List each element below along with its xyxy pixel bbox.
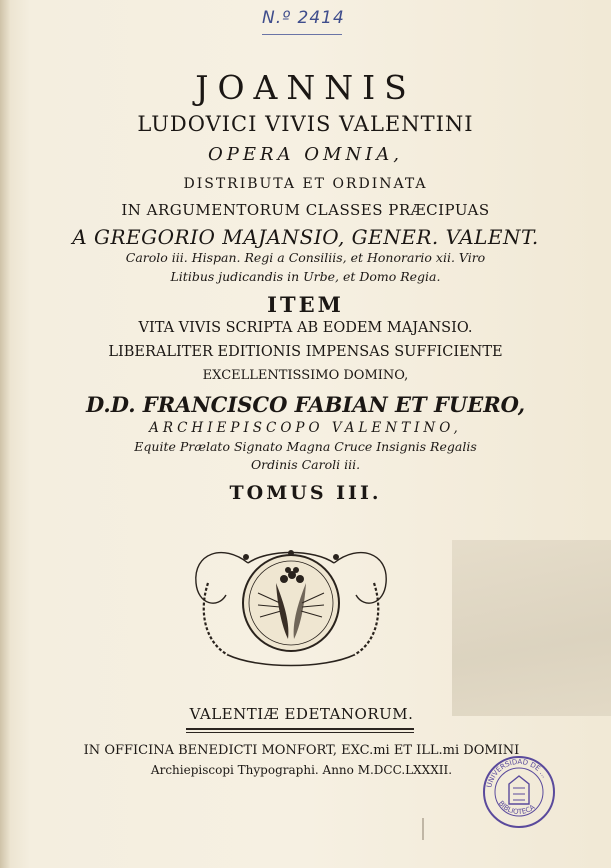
imprint-year: Archiepiscopi Thypographi. Anno M.DCC.LXXXII.	[150, 763, 453, 777]
cornucopia-vignette	[188, 543, 394, 667]
volume-number: TOMUS III.	[229, 482, 382, 504]
shelfmark-note: N.º 2414	[262, 8, 345, 28]
patron-honors-2: Ordinis Caroli iii.	[250, 457, 361, 472]
paper-crease	[422, 818, 424, 840]
imprint-rule	[186, 728, 414, 730]
library-stamp	[481, 754, 557, 830]
imprint-place: VALENTIÆ EDETANORUM.	[189, 705, 414, 723]
stamp-text-bottom: BIBLIOTECA	[496, 799, 537, 817]
patron-name: D.D. FRANCISCO FABIAN ET FUERO,	[85, 392, 526, 417]
author-first-name: JOANNIS	[195, 68, 416, 107]
excellentissimo-line: EXCELLENTISSIMO DOMINO,	[202, 368, 409, 383]
imprint-printer: IN OFFICINA BENEDICTI MONFORT, EXC.mi ET ILL.mi DOMINI	[83, 743, 520, 758]
editor-credentials-2: Litibus judicandis in Urbe, et Domo Regia.	[170, 269, 441, 284]
author-full-name: LUDOVICI VIVIS VALENTINI	[137, 112, 474, 136]
patron-honors-1: Equite Prælato Signato Magna Cruce Insignis Regalis	[134, 439, 477, 454]
svg-text:BIBLIOTECA	[497, 799, 537, 816]
subtitle-classes: IN ARGUMENTORUM CLASSES PRÆCIPUAS	[121, 201, 490, 219]
work-title: OPERA OMNIA,	[207, 144, 404, 165]
stamp-text-top: UNIVERSIDAD DE ...	[485, 757, 549, 789]
imprint-rule-thin	[186, 732, 414, 733]
shelfmark-underline	[262, 34, 342, 35]
editor-credentials-1: Carolo iii. Hispan. Regi a Consiliis, et Honorario xii. Viro	[125, 250, 486, 265]
patron-title: ARCHIEPISCOPO VALENTINO,	[149, 420, 462, 436]
item-heading: ITEM	[267, 292, 344, 317]
vita-line: VITA VIVIS SCRIPTA AB EODEM MAJANSIO.	[138, 320, 473, 336]
liberaliter-line: LIBERALITER EDITIONIS IMPENSAS SUFFICIENTE	[108, 344, 503, 360]
editor-name: A GREGORIO MAJANSIO, GENER. VALENT.	[72, 225, 539, 249]
paper-stain	[452, 540, 611, 716]
subtitle-distributa: DISTRIBUTA ET ORDINATA	[183, 176, 428, 192]
